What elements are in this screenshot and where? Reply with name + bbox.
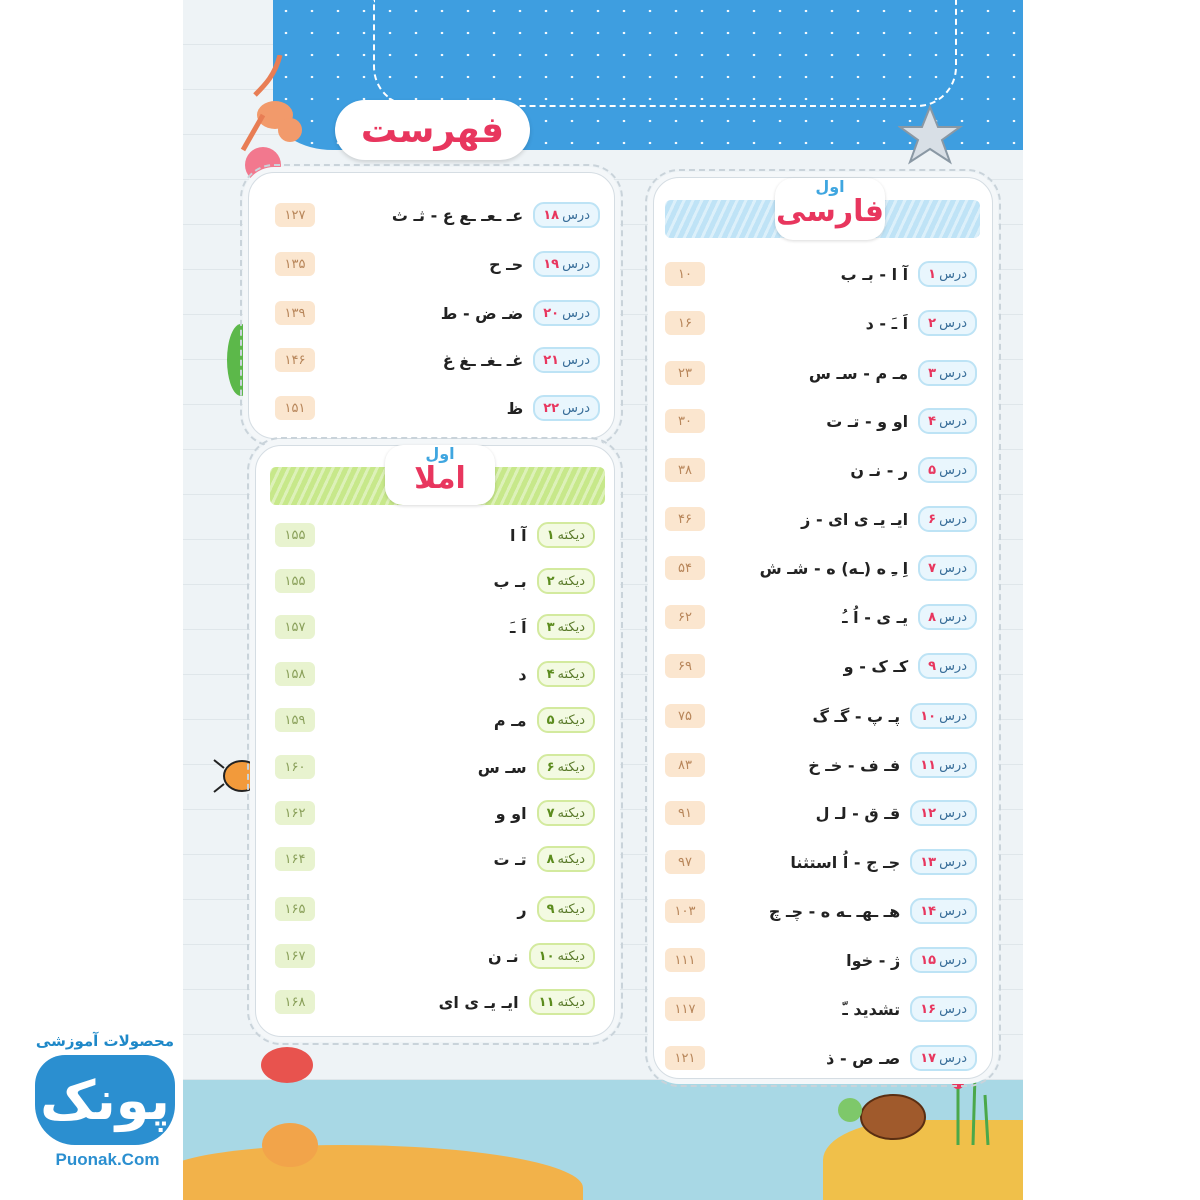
pill-label: دیکته xyxy=(557,712,585,728)
pill-label: دیکته xyxy=(557,666,585,682)
lesson-title: ظ xyxy=(506,398,524,418)
lesson-number: ۶ xyxy=(546,759,555,775)
page-number: ۱۱۱ xyxy=(665,948,705,972)
lesson-title: جـ ج - اُ استثنا xyxy=(790,852,901,872)
toc-row[interactable] xyxy=(665,310,977,336)
toc-row[interactable] xyxy=(275,251,600,277)
toc-row[interactable] xyxy=(275,300,600,326)
page-number: ۱۲۱ xyxy=(665,1046,705,1070)
toc-row[interactable] xyxy=(665,703,977,729)
lesson-title: ضـ ض - ط xyxy=(440,303,524,323)
pill-label: دیکته xyxy=(557,619,585,635)
lesson-number: ۶ xyxy=(928,511,937,527)
toc-row[interactable] xyxy=(275,614,595,640)
page-number: ۱۶۸ xyxy=(275,990,315,1014)
page-number: ۴۶ xyxy=(665,507,705,531)
starfish-icon xyxy=(898,105,963,165)
pill-label: درس xyxy=(939,266,967,282)
pill-label: دیکته xyxy=(557,573,585,589)
lesson-title: حـ ح xyxy=(489,254,524,274)
lesson-number: ۱۴ xyxy=(920,903,937,919)
lesson-number: ۷ xyxy=(546,805,555,821)
toc-row[interactable] xyxy=(665,604,977,630)
watermark-tagline: محصولات آموزشی xyxy=(35,1032,175,1050)
toc-row[interactable] xyxy=(275,202,600,228)
toc-row[interactable] xyxy=(665,457,977,483)
lesson-number: ۱ xyxy=(928,266,937,282)
toc-row[interactable] xyxy=(275,989,595,1015)
page-number: ۱۶۰ xyxy=(275,755,315,779)
pill-label: درس xyxy=(562,400,590,416)
toc-row[interactable] xyxy=(665,752,977,778)
lesson-number: ۱۰ xyxy=(538,948,555,964)
page-number: ۱۰ xyxy=(665,262,705,286)
page-number: ۹۱ xyxy=(665,801,705,825)
page-number: ۱۵۱ xyxy=(275,396,315,420)
pill-label: دیکته xyxy=(557,805,585,821)
lesson-title: اَ ـَ - د xyxy=(865,313,909,333)
page-number: ۱۰۳ xyxy=(665,899,705,923)
lesson-number: ۸ xyxy=(546,851,555,867)
page-number: ۵۴ xyxy=(665,556,705,580)
pill-label: درس xyxy=(939,413,967,429)
lesson-number: ۵ xyxy=(928,462,937,478)
lesson-title: ر xyxy=(517,899,527,919)
farsi-grade: اول xyxy=(815,177,845,196)
farsi-section-title xyxy=(775,178,885,240)
lesson-number: ۱۶ xyxy=(920,1001,937,1017)
page-number: ۱۵۵ xyxy=(275,523,315,547)
toc-row[interactable] xyxy=(275,568,595,594)
pill-label: درس xyxy=(939,315,967,331)
lesson-title: صـ ص - ذ xyxy=(826,1048,901,1068)
pill-label: دیکته xyxy=(557,901,585,917)
page-number: ۱۵۵ xyxy=(275,569,315,593)
toc-row[interactable] xyxy=(665,898,977,924)
lesson-number: ۲۲ xyxy=(543,400,560,416)
lesson-number: ۱۹ xyxy=(543,256,560,272)
toc-row[interactable] xyxy=(665,506,977,532)
lesson-number: ۵ xyxy=(546,712,555,728)
imla-grade: اول xyxy=(425,444,455,463)
lesson-number: ۳ xyxy=(928,365,937,381)
pill-label: دیکته xyxy=(557,851,585,867)
lesson-title: اِ ـِ ه (ـه) ه - شـ ش xyxy=(759,558,909,578)
toc-row[interactable] xyxy=(275,707,595,733)
pill-label: درس xyxy=(562,207,590,223)
lesson-number: ۲۱ xyxy=(543,352,560,368)
toc-row[interactable] xyxy=(665,653,977,679)
toc-row[interactable] xyxy=(665,261,977,287)
farsi-title: فارسی xyxy=(775,194,885,229)
sky-dashed-frame xyxy=(373,0,957,107)
pill-label: درس xyxy=(939,462,967,478)
lesson-number: ۱۰ xyxy=(920,708,937,724)
lesson-number: ۹ xyxy=(546,901,555,917)
toc-row[interactable] xyxy=(665,800,977,826)
pill-label: درس xyxy=(939,658,967,674)
pill-label: دیکته xyxy=(557,994,585,1010)
page-number: ۹۷ xyxy=(665,850,705,874)
toc-row[interactable] xyxy=(275,522,595,548)
page-number: ۱۶۲ xyxy=(275,801,315,825)
pill-label: درس xyxy=(939,511,967,527)
pill-label: درس xyxy=(939,708,967,724)
toc-row[interactable] xyxy=(275,943,595,969)
lesson-title: فـ ف - خـ خ xyxy=(808,755,901,775)
lesson-title: د xyxy=(518,664,527,684)
pill-label: دیکته xyxy=(557,527,585,543)
lesson-title: یـ ی - اُ ـُ xyxy=(842,607,909,627)
lesson-number: ۳ xyxy=(546,619,555,635)
pill-label: درس xyxy=(939,757,967,773)
page-number: ۱۵۸ xyxy=(275,662,315,686)
lesson-title: عـ ـعـ ـع ع - ثـ ث xyxy=(391,205,524,225)
page-number: ۱۵۷ xyxy=(275,615,315,639)
lesson-number: ۲ xyxy=(546,573,555,589)
lesson-number: ۱۷ xyxy=(920,1050,937,1066)
pill-label: درس xyxy=(939,609,967,625)
pill-label: درس xyxy=(939,560,967,576)
lesson-title: هـ ـهـ ـه ه - چـ چ xyxy=(768,901,901,921)
page-number: ۸۳ xyxy=(665,753,705,777)
lesson-number: ۱۸ xyxy=(543,207,560,223)
page-number: ۱۶۵ xyxy=(275,897,315,921)
watermark-url: Puonak.Com xyxy=(55,1150,160,1169)
lesson-title: آ ا xyxy=(510,525,527,545)
toc-row[interactable] xyxy=(275,395,600,421)
page-number: ۳۸ xyxy=(665,458,705,482)
monkey-icon xyxy=(235,55,325,155)
pill-label: درس xyxy=(939,952,967,968)
lesson-title: ایـ یـ ی ای - ز xyxy=(801,509,909,529)
lesson-number: ۴ xyxy=(546,666,555,682)
imla-title: املا xyxy=(414,461,466,496)
page-title: فهرست xyxy=(335,100,530,160)
page-number: ۶۲ xyxy=(665,605,705,629)
lesson-title: کـ ک - و xyxy=(843,656,909,676)
pill-label: درس xyxy=(939,903,967,919)
toc-row[interactable] xyxy=(665,849,977,875)
lesson-title: ر - نـ ن xyxy=(850,460,909,480)
lesson-number: ۱۳ xyxy=(920,854,937,870)
imla-section-title xyxy=(385,445,495,505)
lesson-title: تـ ت xyxy=(493,849,527,869)
pill-label: درس xyxy=(939,854,967,870)
page-number: ۳۰ xyxy=(665,409,705,433)
pill-label: درس xyxy=(939,1001,967,1017)
lesson-title: بـ ب xyxy=(493,571,527,591)
lesson-title: پـ پ - گـ گ xyxy=(812,706,901,726)
page-number: ۲۳ xyxy=(665,361,705,385)
lesson-number: ۱۱ xyxy=(538,994,555,1010)
page-number: ۱۳۵ xyxy=(275,252,315,276)
page-number: ۶۹ xyxy=(665,654,705,678)
lesson-number: ۲ xyxy=(928,315,937,331)
lesson-title: تشدید ـّ xyxy=(842,999,901,1019)
pill-label: دیکته xyxy=(557,759,585,775)
pill-label: درس xyxy=(562,352,590,368)
page-number: ۷۵ xyxy=(665,704,705,728)
lesson-title: ژ - خوا xyxy=(846,950,901,970)
lesson-number: ۱ xyxy=(546,527,555,543)
lesson-title: او و xyxy=(495,803,527,823)
page-number: ۱۵۹ xyxy=(275,708,315,732)
lesson-number: ۱۲ xyxy=(920,805,937,821)
toc-row[interactable] xyxy=(665,1045,977,1071)
page-number: ۱۳۹ xyxy=(275,301,315,325)
toc-row[interactable] xyxy=(665,996,977,1022)
pill-label: درس xyxy=(939,805,967,821)
toc-row[interactable] xyxy=(275,754,595,780)
lesson-number: ۸ xyxy=(928,609,937,625)
toc-row[interactable] xyxy=(275,800,595,826)
lesson-number: ۷ xyxy=(928,560,937,576)
pill-label: درس xyxy=(939,1050,967,1066)
toc-row[interactable] xyxy=(665,555,977,581)
pill-label: درس xyxy=(562,256,590,272)
lesson-title: مـ م - سـ س xyxy=(808,363,909,383)
turtle-icon xyxy=(835,1085,935,1145)
toc-row[interactable] xyxy=(275,846,595,872)
lesson-title: غـ ـغـ ـغ غ xyxy=(442,350,524,370)
pill-label: درس xyxy=(562,305,590,321)
page-number: ۱۶ xyxy=(665,311,705,335)
page-number: ۱۲۷ xyxy=(275,203,315,227)
lesson-number: ۹ xyxy=(928,658,937,674)
lesson-title: او و - تـ ت xyxy=(826,411,909,431)
lesson-number: ۴ xyxy=(928,413,937,429)
page-number: ۱۱۷ xyxy=(665,997,705,1021)
crab-icon xyxy=(250,1025,325,1175)
lesson-title: سـ س xyxy=(477,757,527,777)
lesson-title: آ ا - بـ ب xyxy=(840,264,909,284)
lesson-title: مـ م xyxy=(493,710,527,730)
pill-label: دیکته xyxy=(557,948,585,964)
toc-row[interactable] xyxy=(275,896,595,922)
watermark-logo: پونک xyxy=(35,1055,175,1145)
lesson-title: اَ ـَ xyxy=(510,617,527,637)
toc-row[interactable] xyxy=(665,408,977,434)
lesson-title: ایـ یـ ی ای xyxy=(438,992,519,1012)
toc-row[interactable] xyxy=(665,947,977,973)
lesson-title: نـ ن xyxy=(487,946,519,966)
page-number: ۱۶۷ xyxy=(275,944,315,968)
page-number: ۱۴۶ xyxy=(275,348,315,372)
lesson-title: قـ ق - لـ ل xyxy=(815,803,901,823)
lesson-number: ۱۱ xyxy=(920,757,937,773)
pill-label: درس xyxy=(939,365,967,381)
toc-row[interactable] xyxy=(275,661,595,687)
lesson-number: ۲۰ xyxy=(543,305,560,321)
lesson-number: ۱۵ xyxy=(920,952,937,968)
toc-row[interactable] xyxy=(275,347,600,373)
page-number: ۱۶۴ xyxy=(275,847,315,871)
toc-row[interactable] xyxy=(665,360,977,386)
